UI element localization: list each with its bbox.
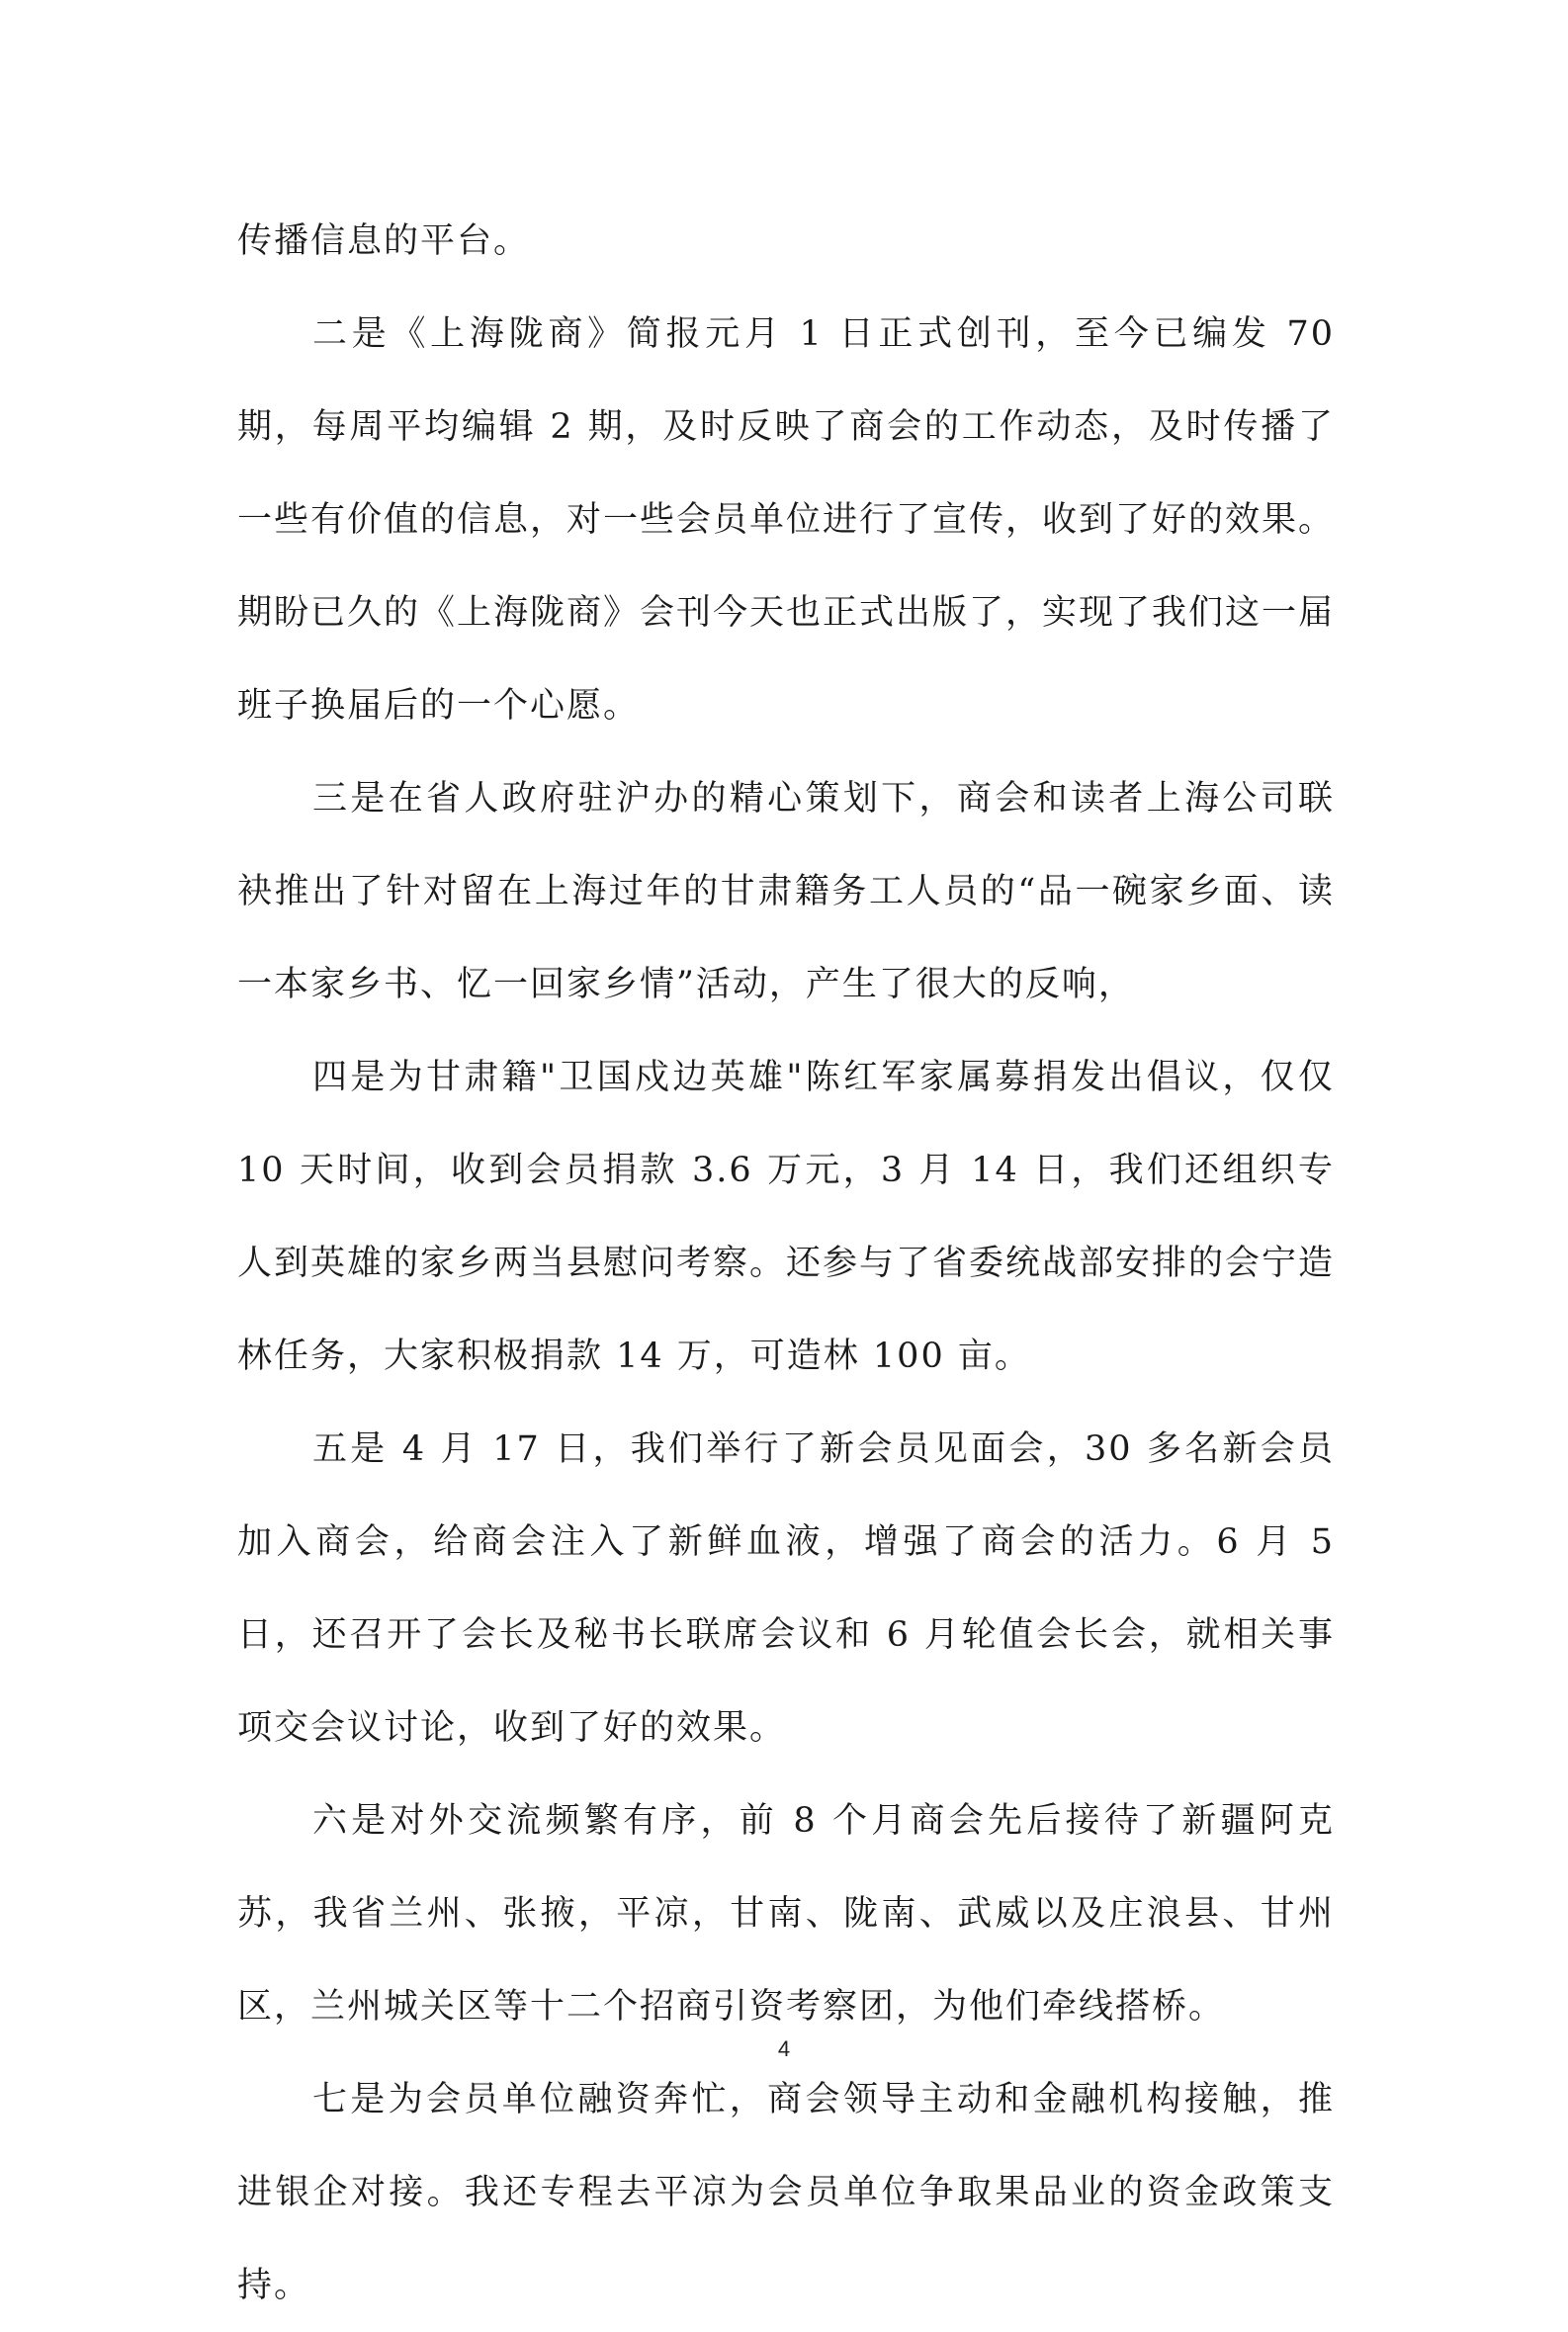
paragraph-continuation: 传播信息的平台。 [237, 221, 531, 261]
paragraph-5: 五是 4 月 17 日，我们举行了新会员见面会，30 多名新会员加入商会，给商会注入了新鲜血液，增强了商会的活力。6 月 5 日，还召开了会长及秘书长联席会议和 6 月轮值会长会，就相关事项交会议讨论，收到了好的效果。 [237, 1429, 1335, 1748]
paragraph-6: 六是对外交流频繁有序，前 8 个月商会先后接待了新疆阿克苏，我省兰州、张掖，平凉，甘南、陇南、武威以及庄浪县、甘州区，兰州城关区等十二个招商引资考察团，为他们牵线搭桥。 [237, 1801, 1335, 2027]
paragraph-7: 七是为会员单位融资奔忙，商会领导主动和金融机构接触，推进银企对接。我还专程去平凉为会员单位争取果品业的资金政策支持。 [237, 2080, 1335, 2305]
paragraph-2: 二是《上海陇商》简报元月 1 日正式创刊，至今已编发 70 期，每周平均编辑 2 期，及时反映了商会的工作动态，及时传播了一些有价值的信息，对一些会员单位进行了宣传，收到了好的效果。期盼已久的《上海陇商》会刊今天也正式出版了，实现了我们这一届班子换届后的一个心愿。 [237, 314, 1336, 726]
paragraph-3: 三是在省人政府驻沪办的精心策划下，商会和读者上海公司联袂推出了针对留在上海过年的甘肃籍务工人员的“品一碗家乡面、读一本家乡书、忆一回家乡情”活动，产生了很大的反响， [237, 779, 1335, 1004]
paragraph-4: 四是为甘肃籍"卫国戍边英雄"陈红军家属募捐发出倡议，仅仅 10 天时间，收到会员捐款 3.6 万元，3 月 14 日，我们还组织专人到英雄的家乡两当县慰问考察。还参与了省委统战部安排的会宁造林任务，大家积极捐款 14 万，可造林 100 亩。 [237, 1058, 1336, 1376]
page-number: 4 [777, 2036, 791, 2061]
document-body [237, 195, 1335, 2332]
